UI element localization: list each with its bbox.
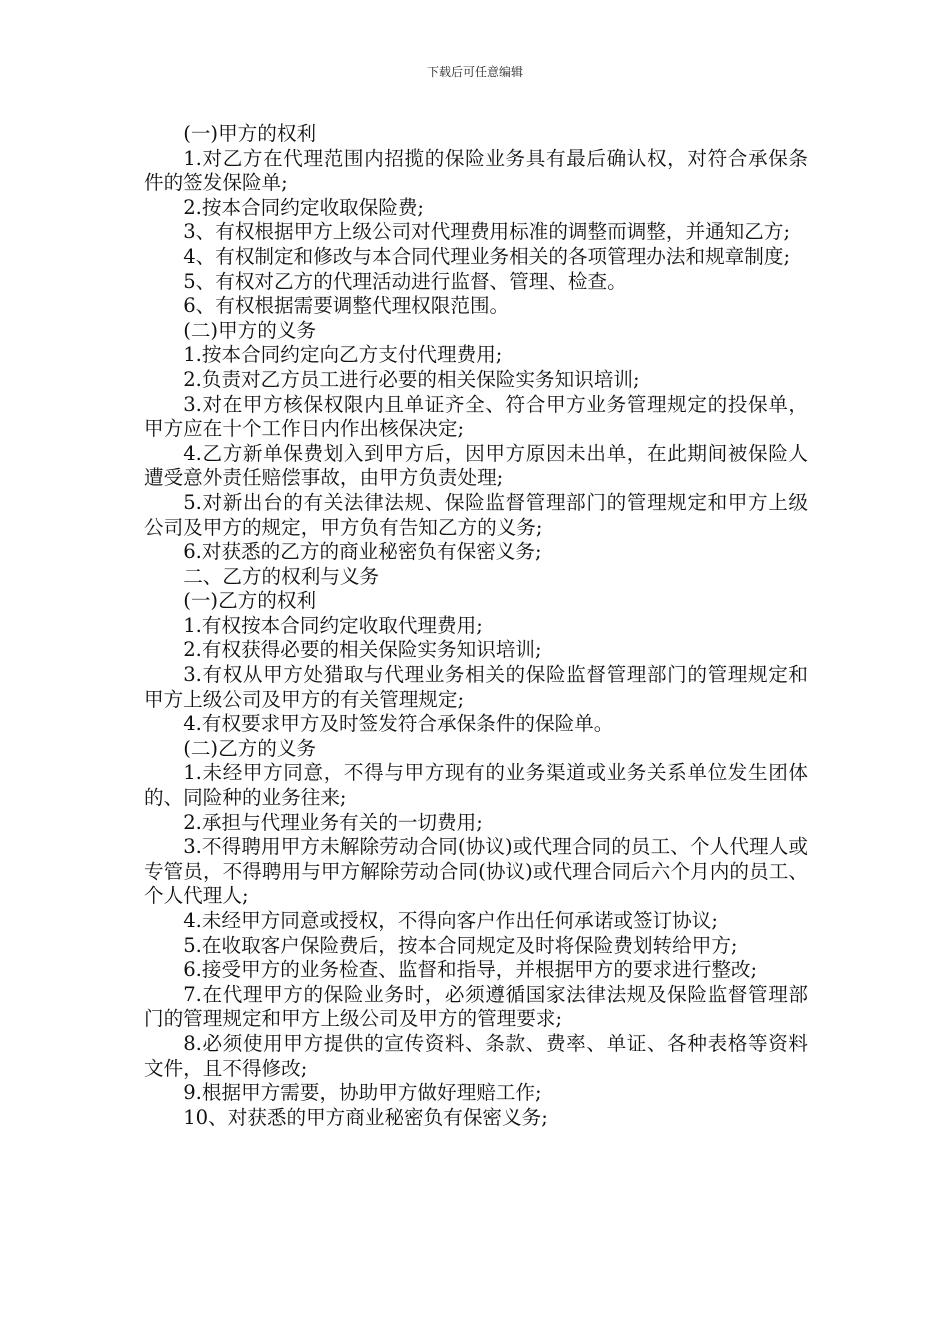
clause-paragraph: 2.有权获得必要的相关保险实务知识培训; — [183, 638, 542, 662]
clause-paragraph: 3.有权从甲方处猎取与代理业务相关的保险监督管理部门的管理规定和甲方上级公司及甲方的有关管理规定; — [144, 663, 808, 711]
clause-paragraph: 8.必须使用甲方提供的宣传资料、条款、费率、单证、各种表格等资料文件，且不得修改; — [144, 1031, 808, 1080]
section-heading-party-a-obligations: (二)甲方的义务 — [183, 318, 317, 342]
section-heading-party-a-rights: (一)甲方的权利 — [183, 122, 317, 145]
clause-paragraph: 3.不得聘用甲方未解除劳动合同(协议)或代理合同的员工、个人代理人或专管员，不得聘用与甲方解除劳动合同(协议)或代理合同后六个月内的员工、个人代理人; — [144, 835, 808, 908]
clause-paragraph: 3.对在甲方核保权限内且单证齐全、符合甲方业务管理规定的投保单，甲方应在十个工作日内作出核保决定; — [144, 392, 808, 441]
clause-paragraph: 9.根据甲方需要，协助甲方做好理赔工作; — [183, 1081, 542, 1105]
clause-paragraph: 5.对新出台的有关法律法规、保险监督管理部门的管理规定和甲方上级公司及甲方的规定，甲方负有告知乙方的义务; — [144, 490, 808, 539]
page-header: 下载后可任意编辑 — [426, 65, 523, 79]
clause-paragraph: 2.按本合同约定收取保险费; — [183, 195, 425, 219]
clause-paragraph: 3、有权根据甲方上级公司对代理费用标准的调整而调整，并通知乙方; — [183, 220, 791, 244]
section-heading-party-b-rights: (一)乙方的权利 — [183, 589, 317, 613]
document-body — [144, 122, 808, 1130]
clause-paragraph: 1.有权按本合同约定收取代理费用; — [183, 613, 483, 637]
clause-paragraph: 5.在收取客户保险费后，按本合同规定及时将保险费划转给甲方; — [183, 933, 738, 957]
clause-paragraph: 2.负责对乙方员工进行必要的相关保险实务知识培训; — [183, 367, 640, 391]
clause-paragraph: 4.有权要求甲方及时签发符合承保条件的保险单。 — [183, 712, 614, 736]
clause-paragraph: 1.未经甲方同意，不得与甲方现有的业务渠道或业务关系单位发生团体的、同险种的业务往来; — [144, 761, 808, 810]
clause-paragraph: 6.接受甲方的业务检查、监督和指导，并根据甲方的要求进行整改; — [183, 958, 758, 982]
clause-paragraph: 4.未经甲方同意或授权，不得向客户作出任何承诺或签订协议; — [183, 909, 718, 932]
clause-paragraph: 5、有权对乙方的代理活动进行监督、管理、检查。 — [183, 269, 627, 293]
clause-paragraph: 1.对乙方在代理范围内招揽的保险业务具有最后确认权，对符合承保条件的签发保险单; — [144, 146, 808, 195]
clause-paragraph: 10、对获悉的甲方商业秘密负有保密义务; — [183, 1105, 548, 1129]
clause-paragraph: 7.在代理甲方的保险业务时，必须遵循国家法律法规及保险监督管理部门的管理规定和甲方上级公司及甲方的管理要求; — [144, 982, 808, 1031]
clause-paragraph: 6、有权根据需要调整代理权限范围。 — [183, 294, 510, 318]
section-heading-party-b-obligations: (二)乙方的义务 — [183, 736, 317, 760]
clause-paragraph: 4、有权制定和修改与本合同代理业务相关的各项管理办法和规章制度; — [183, 244, 791, 268]
clause-paragraph: 2.承担与代理业务有关的一切费用; — [183, 810, 483, 834]
section-heading-party-b: 二、乙方的权利与义务 — [183, 564, 380, 588]
clause-paragraph: 6.对获悉的乙方的商业秘密负有保密义务; — [183, 540, 542, 564]
clause-paragraph: 1.按本合同约定向乙方支付代理费用; — [183, 343, 503, 367]
clause-paragraph: 4.乙方新单保费划入到甲方后，因甲方原因未出单，在此期间被保险人遭受意外责任赔偿事故，由甲方负责处理; — [144, 441, 808, 490]
